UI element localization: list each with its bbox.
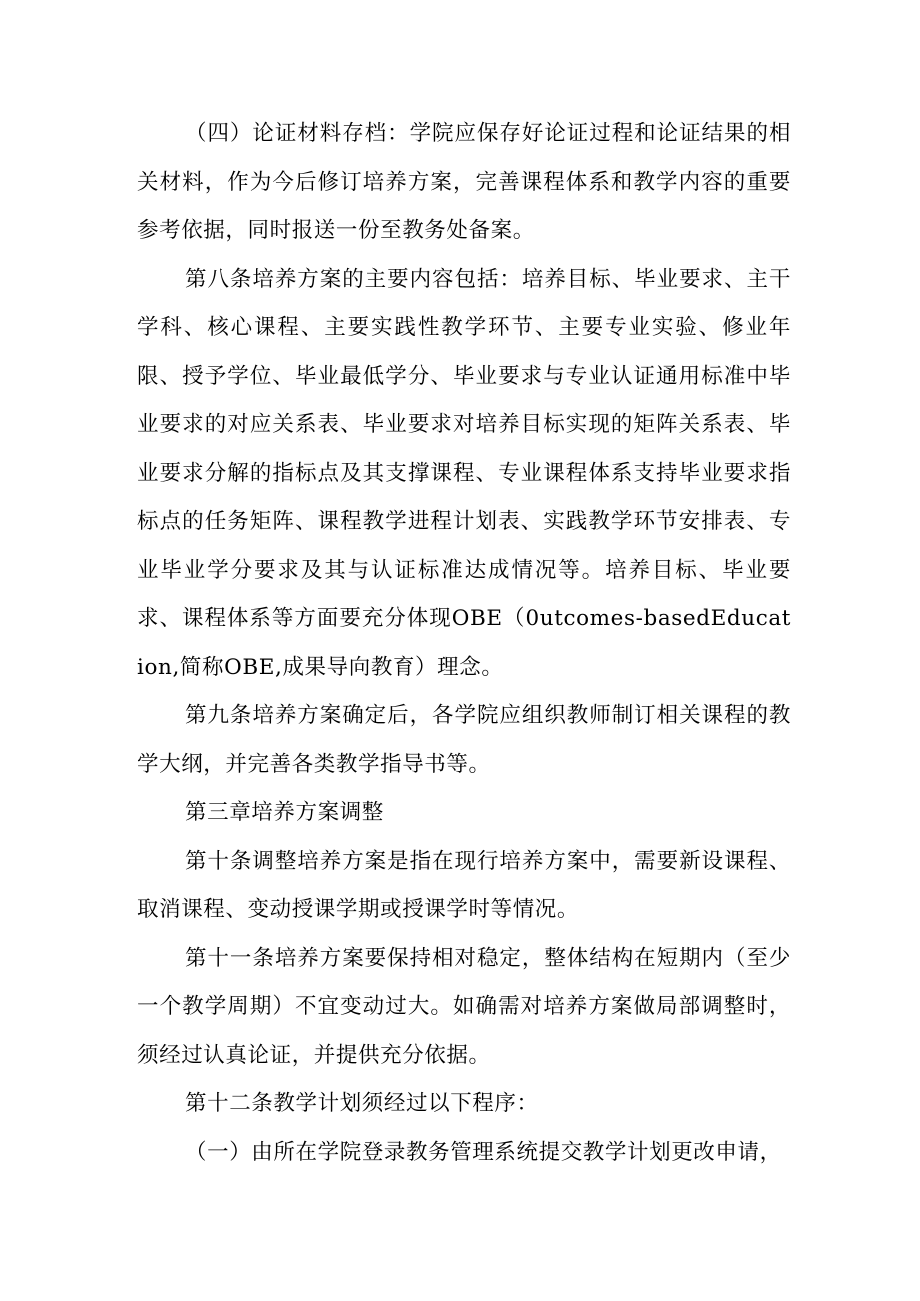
paragraph-archive-materials: （四）论证材料存档：学院应保存好论证过程和论证结果的相关材料，作为今后修订培养方案，完善课程体系和教学内容的重要参考依据，同时报送一份至教务处备案。 <box>137 121 791 243</box>
paragraph-article-9: 第九条培养方案确定后，各学院应组织教师制订相关课程的教学大纲，并完善各类教学指导书等。 <box>137 703 791 777</box>
paragraph-article-11: 第十一条培养方案要保持相对稳定，整体结构在短期内（至少一个教学周期）不宜变动过大。如确需对培养方案做局部调整时，须经过认真论证，并提供充分依据。 <box>137 945 791 1068</box>
paragraph-procedure-1: （一）由所在学院登录教务管理系统提交教学计划更改申请， <box>185 1139 782 1165</box>
paragraph-article-12: 第十二条教学计划须经过以下程序： <box>185 1091 539 1116</box>
paragraph-article-8: 第八条培养方案的主要内容包括：培养目标、毕业要求、主干学科、核心课程、主要实践性教学环节、主要专业实验、修业年限、授予学位、毕业最低学分、毕业要求与专业认证通用标准中毕业要求的对应关系表、毕业要求对培养目标实现的矩阵关系表、毕业要求分解的指标点及其支撑课程、专业课程体系支持毕业要求指标点的任务矩阵、课程教学进程计划表、实践教学环节安排表、专业毕业学分要求及其与认证标准达成情况等。培养目标、毕业要求、课程体系等方面要充分体现OBE（0utcomes-basedEducation,简称OBE,成果导向教育）理念。 <box>137 266 791 680</box>
chapter-3-heading: 第三章培养方案调整 <box>185 800 384 825</box>
document-page <box>137 110 791 1177</box>
paragraph-article-10: 第十条调整培养方案是指在现行培养方案中，需要新设课程、取消课程、变动授课学期或授课学时等情况。 <box>137 848 791 922</box>
